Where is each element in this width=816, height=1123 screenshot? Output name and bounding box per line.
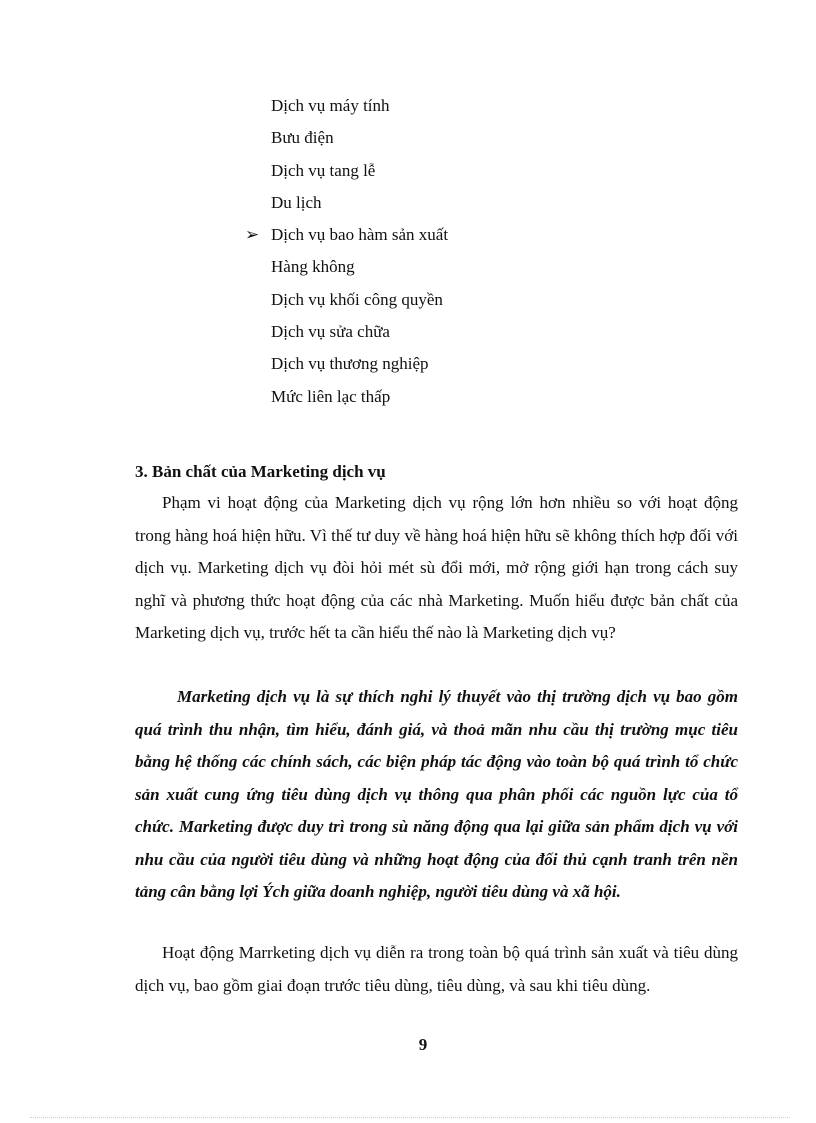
list-item (271, 383, 631, 415)
page-number: 9 (418, 1035, 428, 1054)
section-heading: 3. Bản chất của Marketing dịch vụ (135, 462, 386, 481)
arrow-bullet-icon: ➢ (245, 225, 260, 246)
service-type-list (245, 92, 631, 415)
intro-paragraph: Phạm vi hoạt động của Marketing dịch vụ rộng lớn hơn nhiều so với hoạt động trong hàng hoá hiện hữu. Vì thế tư duy về hàng hoá hiện hữu sẽ không thích hợp đối với dịch vụ. Marketing dịch vụ đòi hỏi mét sù đổi mới, mở rộng giới hạn trong cách suy nghĩ và phương thức hoạt động của các nhà Marketing. Muốn hiểu được bản chất của Marketing dịch vụ, trước hết ta cần hiểu thế nào là Marketing dịch vụ? (135, 493, 738, 642)
list-item (271, 350, 631, 382)
page-bottom-divider (30, 1117, 790, 1118)
list-item-label: Dịch vụ thương nghiệp (271, 354, 429, 374)
activity-paragraph: Hoạt động Marrketing dịch vụ diễn ra trong toàn bộ quá trình sản xuất và tiêu dùng dịch vụ, bao gồm giai đoạn trước tiêu dùng, tiêu dùng, và sau khi tiêu dùng. (135, 943, 738, 995)
list-item (271, 286, 631, 318)
list-item-label: Dịch vụ tang lễ (271, 160, 376, 180)
list-item-label: Dịch vụ sửa chữa (271, 322, 390, 342)
list-item (271, 124, 631, 156)
list-item (271, 157, 631, 189)
list-item-label: Dịch vụ máy tính (271, 96, 390, 115)
list-item (245, 221, 631, 253)
list-item-label: Dịch vụ bao hàm sản xuất (271, 225, 449, 245)
list-item-label: Bưu điện (271, 128, 334, 148)
definition-paragraph: Marketing dịch vụ là sự thích nghi lý thuyết vào thị trường dịch vụ bao gồm quá trình thu nhận, tìm hiểu, đánh giá, và thoả mãn nhu cầu thị trường mục tiêu bằng hệ thống các chính sách, các biện pháp tác động vào toàn bộ quá trình tổ chức sản xuất cung ứng tiêu dùng dịch vụ thông qua phân phối các nguồn lực của tổ chức. Marketing được duy trì trong sù năng động qua lại giữa sản phẩm dịch vụ với nhu cầu của người tiêu dùng và những hoạt động của đối thủ cạnh tranh trên nền tảng cân bằng lợi Ých giữa doanh nghiệp, người tiêu dùng và xã hội. (135, 687, 738, 901)
list-item-label: Hàng không (271, 257, 355, 277)
list-item (271, 318, 631, 350)
list-item-label: Du lịch (271, 192, 322, 212)
list-item (271, 253, 631, 285)
list-item (271, 189, 631, 221)
list-item-label: Dịch vụ khối công quyền (271, 289, 443, 309)
list-item-label: Mức liên lạc thấp (271, 386, 391, 406)
list-item (271, 92, 631, 124)
